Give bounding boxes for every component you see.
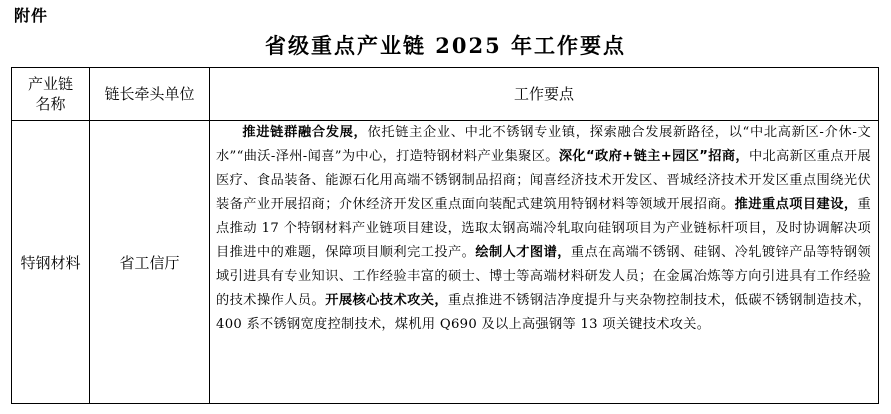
point-2-heading: 深化“政府+链主+园区”招商， <box>558 149 749 164</box>
point-1-heading: 推进链群融合发展， <box>242 125 368 140</box>
point-1-text: 依托链主企业、中北不锈钢专业镇，探索融合发展新路径，以“中北高新区-介休-文水”“曲沃-泽州-闻喜”为中心，打造特钢材料产业集聚区。 <box>216 125 871 164</box>
point-5-heading: 开展核心技术攻关， <box>325 293 449 308</box>
point-4-text: 重点在高端不锈钢、硅钢、冷轧镀锌产品等特钢领域引进具有专业知识、工作经验丰富的硕士、博士等高端材料研发人员；在金属冶炼等方向引进具有工作经验的技术操作人员。 <box>216 245 871 308</box>
header-chain-name-line1: 产业链 <box>27 75 73 93</box>
header-chain-name <box>12 68 90 121</box>
point-2-text: 中北高新区重点开展医疗、食品装备、能源石化用高端不锈钢制品招商；闻喜经济技术开发区、晋城经济技术开发区重点围绕光伏装备产业开展招商；介休经济开发区重点面向装配式建筑用特钢材料等领域开展招商。 <box>216 149 871 212</box>
attachment-label: 附件 <box>14 6 49 25</box>
point-3-text: 重点推动 17 个特钢材料产业链项目建设，选取太钢高端冷轧取向硅钢项目为产业链标杆项目，及时协调解决项目推进中的难题，保障项目顺利完工投产。 <box>216 197 871 260</box>
header-lead-unit: 链长牵头单位 <box>90 68 210 121</box>
table-header-row <box>12 68 879 121</box>
point-4-heading: 绘制人才图谱， <box>475 245 571 260</box>
work-points-cell <box>210 121 879 404</box>
point-3-heading: 推进重点项目建设， <box>734 197 858 212</box>
header-chain-name-line2: 名称 <box>35 95 66 113</box>
work-points-table <box>11 67 879 404</box>
table-row <box>12 121 879 404</box>
chain-name-cell: 特钢材料 <box>12 121 90 404</box>
document-title: 省级重点产业链 2025 年工作要点 <box>264 33 627 58</box>
header-work-points: 工作要点 <box>210 68 879 121</box>
point-5-text: 重点推进不锈钢洁净度提升与夹杂物控制技术，低碳不锈钢制造技术，400 系不锈钢宽度控制技术，煤机用 Q690 及以上高强钢等 13 项关键技术攻关。 <box>216 293 872 332</box>
lead-unit-cell: 省工信厅 <box>90 121 210 404</box>
